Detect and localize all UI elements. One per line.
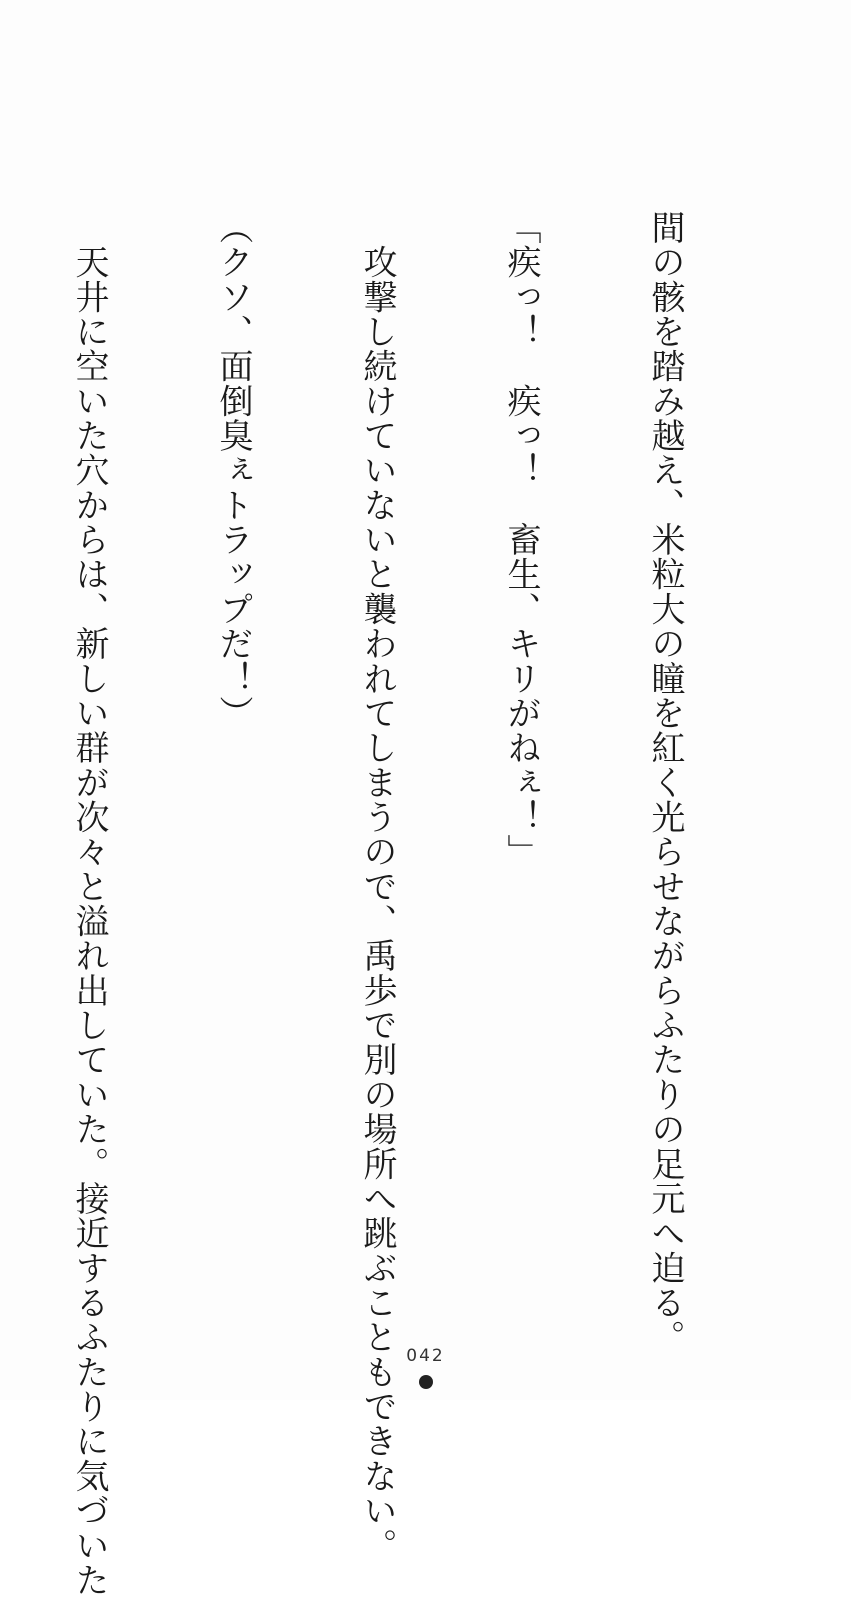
text-line: 天井に空いた穴からは、新しい群が次々と溢れ出していた。接近するふたりに気づいた: [69, 210, 109, 1597]
page-number: 042: [406, 1346, 445, 1366]
text-line: 「疾っ！ 疾っ！ 畜生、キリがねぇ！」: [501, 210, 541, 869]
page-marker-dot: [419, 1375, 433, 1389]
text-line: （クソ、面倒臭ぇトラップだ！）: [213, 210, 253, 731]
text-line: 間の骸を踏み越え、米粒大の瞳を紅く光らせながらふたりの足元へ迫る。: [645, 210, 685, 1355]
text-line: 攻撃し続けていないと襲われてしまうので、禹歩で別の場所へ跳ぶこともできない。: [357, 210, 397, 1563]
